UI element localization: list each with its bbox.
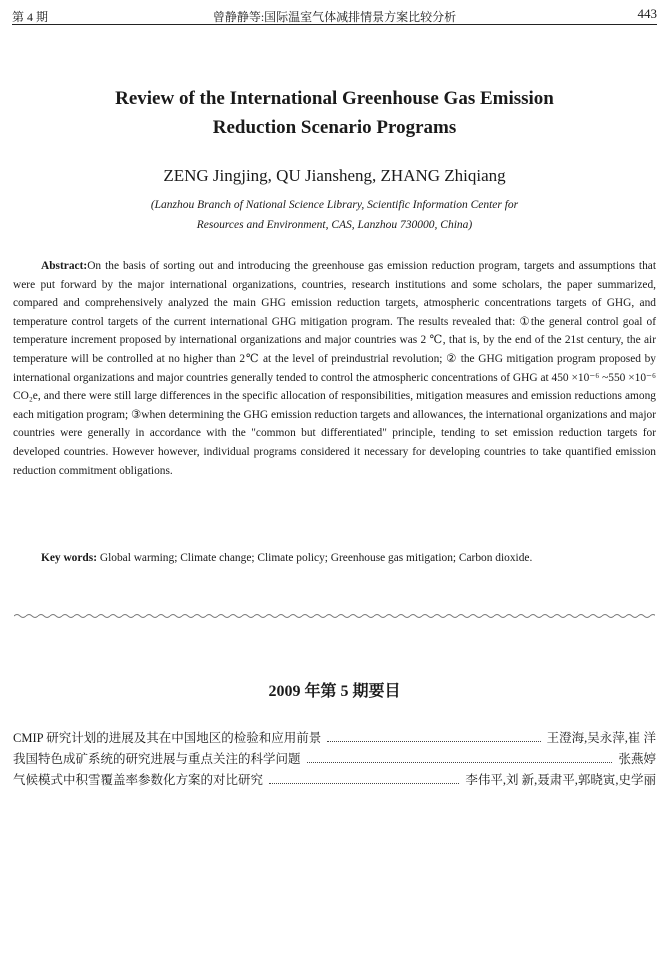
leader-dots [307, 762, 613, 763]
toc-entry[interactable] [13, 728, 656, 749]
keywords-text: Global warming; Climate change; Climate policy; Greenhouse gas mitigation; Carbon dioxide. [99, 552, 533, 564]
toc-entry-authors: 王澄海,吴永萍,崔 洋 [546, 731, 656, 745]
toc-entry-title: 气候模式中积雪覆盖率参数化方案的对比研究 [13, 773, 264, 787]
running-header [12, 6, 657, 25]
page-number: 443 [637, 6, 657, 21]
wavy-divider [14, 613, 655, 619]
toc-entry-authors: 张燕婷 [618, 752, 656, 766]
table-of-contents [13, 728, 656, 791]
keywords [41, 549, 656, 567]
affiliation [60, 195, 609, 235]
abstract [13, 257, 656, 480]
toc-entry[interactable] [13, 770, 656, 791]
toc-entry-authors: 李伟平,刘 新,聂肃平,郭晓寅,史学丽 [465, 773, 656, 787]
title-line-1: Review of the International Greenhouse Gas Emission [115, 88, 554, 109]
abstract-text: On the basis of sorting out and introducing the greenhouse gas emission reduction program, targets and assumptions that were put forward by the major international organizations, countries, research institutions and some scholars, the paper summarized, compared and comprehensively analyzed the main GHG emission reduction targets, atmospheric concentrations targets of GHG, and temperature control targets of the current international GHG mitigation program. The results revealed that: ①the general control goal of temperature increment proposed by international organizations and major countries was 2 ℃, that is, by the end of the 21st century, the air temperature will be controlled at no higher than 2℃ at the level of preindustrial revolution; ② the GHG mitigation program proposed by international organizations and major countries generally tended to control the atmospheric concentrations of GHG at 450 ×10⁻⁶ ~550 ×10⁻⁶ CO₂e, and there were still large differences in the specific allocation of responsibilities, mitigation measures and emission reductions among each mitigation program; ③when determining the GHG emission reduction targets and allowances, the international organizations and major countries were generally in accordance with the "common but differentiated" principle, tending to set emission reduction targets for developed countries. However however, individual programs considered it necessary for developing countries to take quantified emission reduction commitment obligations. [13, 260, 656, 477]
issue-number: 第 4 期 [12, 10, 49, 24]
title-line-2: Reduction Scenario Programs [212, 117, 457, 138]
toc-entry[interactable] [13, 749, 656, 770]
toc-entry-title: CMIP 研究计划的进展及其在中国地区的检验和应用前景 [13, 731, 322, 745]
running-title: 曾静静等:国际温室气体减排情景方案比较分析 [212, 10, 457, 24]
keywords-label: Key words: [41, 552, 97, 564]
affiliation-line-1: (Lanzhou Branch of National Science Library, Scientific Information Center for [150, 199, 519, 211]
affiliation-line-2: Resources and Environment, CAS, Lanzhou 730000, China) [196, 219, 473, 231]
abstract-label: Abstract: [41, 260, 88, 272]
leader-dots [327, 741, 540, 742]
paper-title [40, 84, 629, 142]
author-list: ZENG Jingjing, QU Jiansheng, ZHANG Zhiqiang [163, 166, 506, 185]
leader-dots [269, 783, 459, 784]
toc-heading: 2009 年第 5 期要目 [268, 683, 401, 700]
toc-entry-title: 我国特色成矿系统的研究进展与重点关注的科学问题 [13, 752, 301, 766]
